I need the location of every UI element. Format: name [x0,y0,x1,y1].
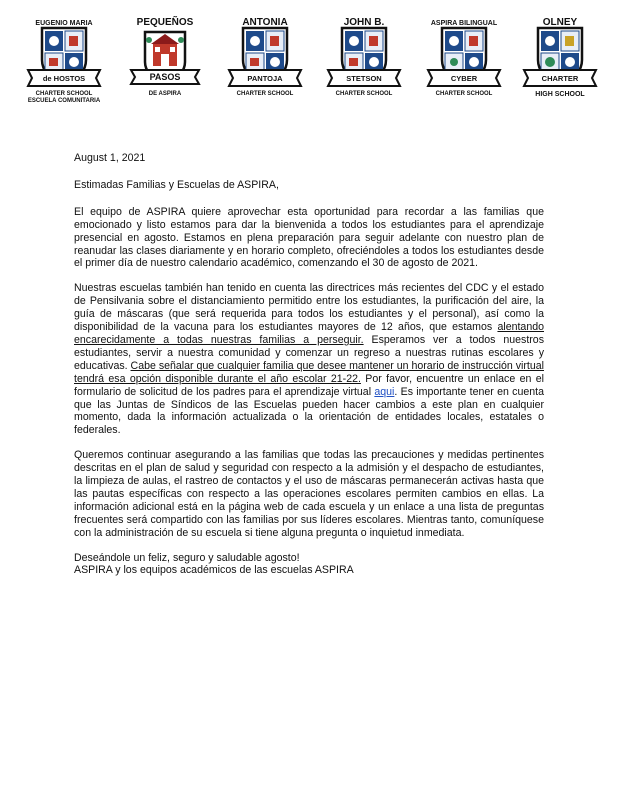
svg-text:PASOS: PASOS [149,72,181,82]
svg-text:STETSON: STETSON [346,74,382,83]
school-logos-row [0,14,618,114]
virtual-learning-form-link[interactable]: aqui [374,385,395,398]
paragraph-3: Queremos continuar asegurando a las familias que todas las precauciones y medidas pertinentes descritas en el plan de salud y seguridad con respecto a la admisión y el despacho de estudiantes, la limpieza de aulas, el rastreo de contactos y el uso de máscaras permanecerán activas hasta que las pautas específicas con respecto a las operaciones escolares permiten cambios en ellas. La información adicional está en la página web de cada escuela y un enlace a una lista de preguntas frecuentes será compartido con las familias por sus líderes escolares. Mientras tanto, comuníquese con la administración de su escuela si tiene alguna pregunta o inquietud inmediata. [74,449,544,539]
letter-date: August 1, 2021 [74,152,146,164]
paragraph-1: El equipo de ASPIRA quiere aprovechar esta oportunidad para recordar a las familias que emocionado y listo estamos para dar la bienvenida a todos los estudiantes para el aprendizaje presencial en agosto. Estamos en plena preparación para seguir adelante con nuestro plan de reanudar las clases diariamente y en horario completo, ofreciéndoles a todos los estudiantes desde el primer día de nuestro calendario académico, comenzando el 30 de agosto de 2021. [74,205,544,270]
svg-text:CHARTER: CHARTER [541,74,579,83]
logo-cyber: CYBER ASPIRA BILINGUAL CHARTER SCHOOL [414,14,514,92]
logo-olney: CHARTER OLNEY HIGH SCHOOL [510,14,610,92]
logo-pequenos-pasos: PASOS PEQUEÑOS DE ASPIRA [115,14,215,92]
letter-closing: Deseándole un feliz, seguro y saludable agosto! [74,551,300,564]
logo-hostos: de HOSTOS EUGENIO MARIA CHARTER SCHOOL ESCUELA COMUNITARIA [14,14,114,92]
letter-greeting: Estimadas Familias y Escuelas de ASPIRA, [74,178,279,191]
svg-text:PANTOJA: PANTOJA [247,74,283,83]
paragraph-2: Nuestras escuelas también han tenido en cuenta las directrices más recientes del CDC y el estado de Pensilvania sobre el distanciamiento permitido entre los estudiantes, la purificación del aire, la guía de máscaras (que será requerida para todos los estudiantes y el personal), así como la disponibilidad de la vacuna para los estudiantes mayores de 12 años, que estamos alentando encarecidamente a todas nuestras familias a perseguir. Esperamos ver a todos nuestros estudiantes, servir a nuestra comunidad y comenzar un regreso a nuestras rutinas escolares y educativas. Cabe señalar que cualquier familia que desee mantener un horario de instrucción virtual tendrá esa opción disponible durante el año escolar 21-22. Por favor, encuentre un enlace en el formulario de solicitud de los padres para el aprendizaje virtual aqui. Es importante tener en cuenta que las Juntas de Síndicos de las Escuelas pueden hacer cambios a este plan en cualquier momento, dada la información actualizada o la orientación de entidades locales, estatales o federales. [74,282,544,437]
underlined-encouragement: alentando encarecidamente a todas nuestras familias a perseguir. [74,321,544,346]
svg-text:CYBER: CYBER [450,74,478,83]
svg-text:de HOSTOS: de HOSTOS [42,74,86,83]
logo-stetson: STETSON JOHN B. CHARTER SCHOOL [314,14,414,92]
underlined-virtual-option: Cabe señalar que cualquier familia que desee mantener un horario de instrucción virtual tendrá esa opción disponible durante el año escolar 21-22. [74,359,544,385]
logo-pantoja: PANTOJA ANTONIA CHARTER SCHOOL [215,14,315,92]
letter-signature: ASPIRA y los equipos académicos de las escuelas ASPIRA [74,564,354,577]
letter-body [74,152,544,577]
